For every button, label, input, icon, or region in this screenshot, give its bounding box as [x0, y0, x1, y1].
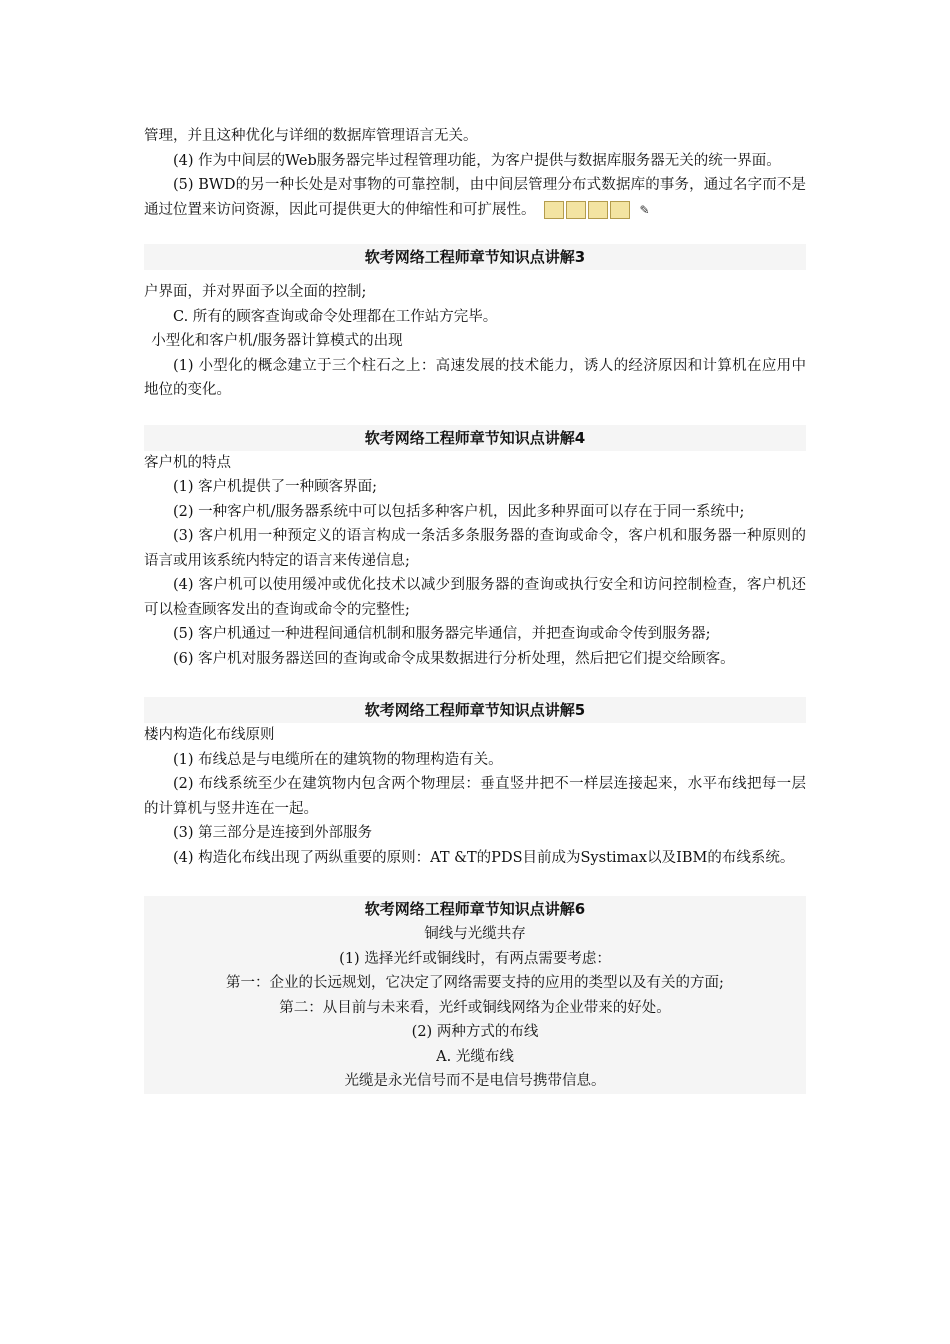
paragraph: (2) 布线系统至少在建筑物内包含两个物理层：垂直竖井把不一样层连接起来，水平布线把每一层的计算机与竖井连在一起。 [144, 776, 806, 817]
section-6-block [144, 896, 806, 1094]
paragraph: 管理，并且这种优化与详细的数据库管理语言无关。 [144, 128, 478, 144]
paragraph: (1) 布线总是与电缆所在的建筑物的物理构造有关。 [173, 751, 503, 768]
section-title: 软考网络工程师章节知识点讲解3 [144, 244, 806, 270]
paragraph: 楼内构造化布线原则 [144, 727, 275, 743]
paragraph: (4) 客户机可以使用缓冲或优化技术以减少到服务器的查询或执行安全和访问控制检查，客户机还可以检查顾客发出的查询或命令的完整性; [144, 577, 806, 618]
paragraph: C. 所有的顾客查询或命令处理都在工作站方完毕。 [173, 308, 498, 325]
paragraph: (4) 构造化布线出现了两纵重要的原则：AT &T的PDS目前成为Systimax以及IBM的布线系统。 [173, 849, 795, 866]
paragraph: (4) 作为中间层的Web服务器完毕过程管理功能，为客户提供与数据库服务器无关的统一界面。 [173, 152, 781, 169]
document-page [144, 124, 806, 1094]
paragraph: 客户机的特点 [144, 454, 231, 471]
paragraph: (6) 客户机对服务器送回的查询或命令成果数据进行分析处理，然后把它们提交给顾客。 [173, 650, 735, 667]
pencil-icon [588, 201, 608, 219]
pencil-icon: ✎ [610, 201, 630, 219]
paragraph: 光缆是永光信号而不是电信号携带信息。 [344, 1073, 606, 1089]
paragraph: (1) 客户机提供了一种顾客界面; [173, 479, 378, 495]
paragraph: (3) 客户机用一种预定义的语言构成一条活多条服务器的查询或命令，客户机和服务器一种原则的语言或用该系统内特定的语言来传递信息; [144, 528, 806, 569]
paragraph: (1) 小型化的概念建立于三个柱石之上：高速发展的技术能力，诱人的经济原因和计算机在应用中地位的变化。 [144, 357, 806, 398]
pencil-icon [544, 201, 564, 219]
section-title: 软考网络工程师章节知识点讲解6 [144, 896, 806, 922]
section-title: 软考网络工程师章节知识点讲解4 [144, 425, 806, 451]
pencil-icon [566, 201, 586, 219]
paragraph [144, 173, 806, 222]
paragraph: 小型化和客户机/服务器计算模式的出现 [151, 333, 403, 349]
paragraph: 第一：企业的长远规划，它决定了网络需要支持的应用的类型以及有关的方面; [226, 975, 724, 991]
paragraph: 户界面，并对界面予以全面的控制; [144, 284, 367, 300]
paragraph: (1) 选择光纤或铜线时，有两点需要考虑： [339, 950, 611, 967]
paragraph: 铜线与光缆共存 [424, 926, 526, 942]
paragraph: (5) 客户机通过一种进程间通信机制和服务器完毕通信，并把查询或命令传到服务器; [173, 626, 711, 642]
section-title: 软考网络工程师章节知识点讲解5 [144, 697, 806, 723]
paragraph: A. 光缆布线 [436, 1048, 514, 1065]
paragraph-text: (5) BWD的另一种长处是对事物的可靠控制，由中间层管理分布式数据库的事务，通过名字而不是通过位置来访问资源，因此可提供更大的伸缩性和可扩展性。 [144, 177, 806, 218]
paragraph: 第二：从目前与未来看，光纤或铜线网络为企业带来的好处。 [279, 999, 671, 1016]
paragraph: (3) 第三部分是连接到外部服务 [173, 825, 373, 841]
paragraph: (2) 一种客户机/服务器系统中可以包括多种客户机，因此多种界面可以存在于同一系统中; [173, 503, 745, 520]
icon-row [544, 201, 650, 219]
paragraph: (2) 两种方式的布线 [411, 1024, 539, 1040]
